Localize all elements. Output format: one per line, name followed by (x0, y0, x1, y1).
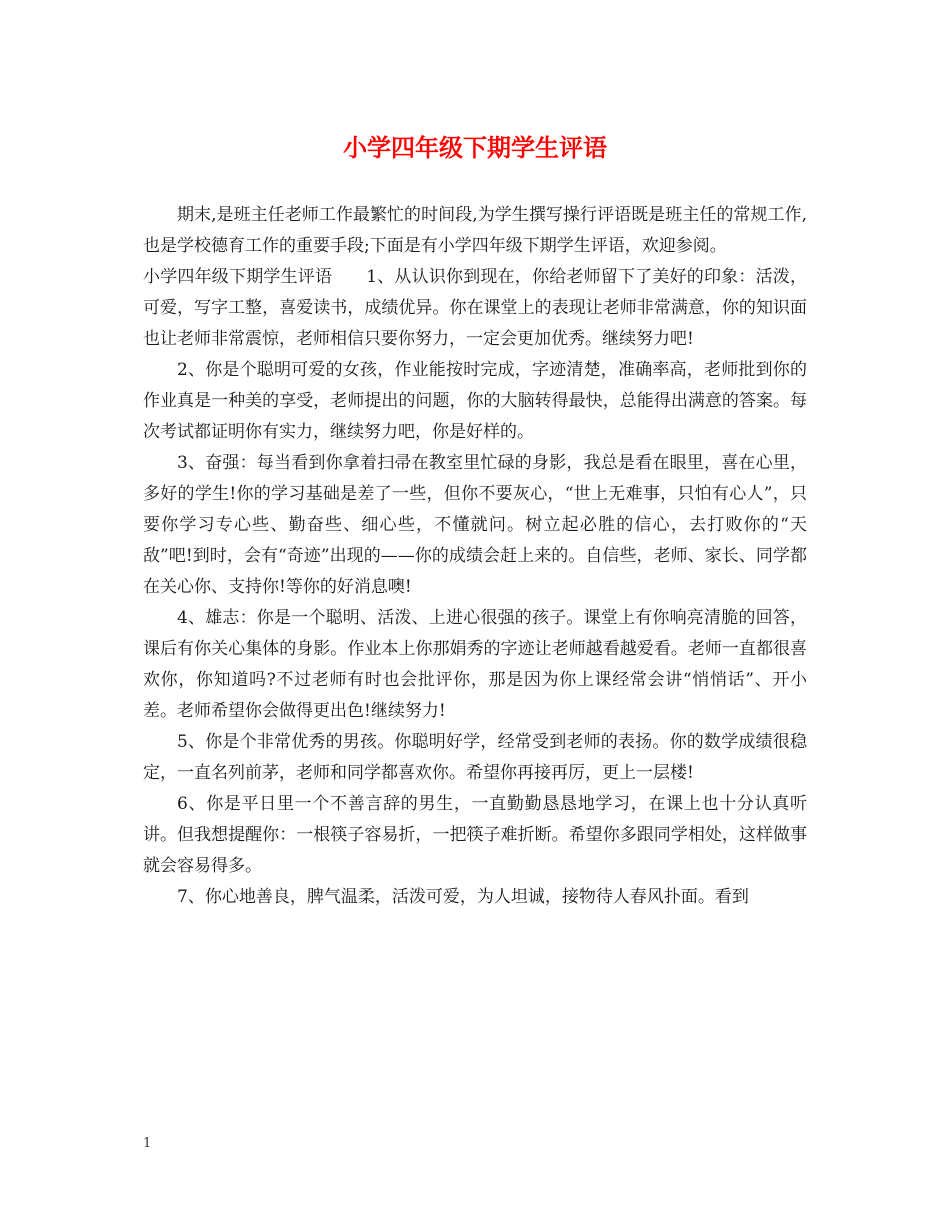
page-number: 1 (143, 1136, 152, 1151)
comment-paragraph-3: 3、奋强：每当看到你拿着扫帚在教室里忙碌的身影，我总是看在眼里，喜在心里，多好的学生!你的学习基础是差了一些，但你不要灰心，“世上无难事，只怕有心人”，只要你学习专心些、勤奋些、细心些，不懂就问。树立起必胜的信心，去打败你的“天敌”吧!到时，会有“奇迹”出现的——你的成绩会赶上来的。自信些，老师、家长、同学都在关心你、支持你!等你的好消息噢! (143, 453, 807, 597)
comment-paragraph-5: 5、你是个非常优秀的男孩。你聪明好学，经常受到老师的表扬。你的数学成绩很稳定，一直名列前茅，老师和同学都喜欢你。希望你再接再厉，更上一层楼! (143, 732, 807, 783)
comment-paragraph-1 (143, 262, 807, 355)
comment-paragraph-4: 4、雄志：你是一个聪明、活泼、上进心很强的孩子。课堂上有你响亮清脆的回答，课后有你关心集体的身影。作业本上你那娟秀的字迹让老师越看越爱看。老师一直都很喜欢你，你知道吗?不过老师有时也会批评你，那是因为你上课经常会讲“悄悄话”、开小差。老师希望你会做得更出色!继续努力! (143, 608, 807, 721)
comment-paragraph-2: 2、你是个聪明可爱的女孩，作业能按时完成，字迹清楚，准确率高，老师批到你的作业真是一种美的享受，老师提出的问题，你的大脑转得最快，总能得出满意的答案。每次考试都证明你有实力，继续努力吧，你是好样的。 (143, 360, 807, 442)
comment-paragraph-6: 6、你是平日里一个不善言辞的男生，一直勤勤恳恳地学习，在课上也十分认真听讲。但我想提醒你：一根筷子容易折，一把筷子难折断。希望你多跟同学相处，这样做事就会容易得多。 (143, 794, 807, 876)
intro-paragraph: 期末,是班主任老师工作最繁忙的时间段,为学生撰写操行评语既是班主任的常规工作,也是学校德育工作的重要手段;下面是有小学四年级下期学生评语，欢迎参阅。 (143, 205, 807, 256)
section-heading: 小学四年级下期学生评语 (143, 267, 333, 287)
comment-paragraph-7: 7、你心地善良，脾气温柔，活泼可爱，为人坦诚，接物待人春风扑面。看到 (177, 887, 749, 907)
comment-1-text: 1、从认识你到现在，你给老师留下了美好的印象：活泼，可爱，写字工整，喜爱读书，成绩优异。你在课堂上的表现让老师非常满意，你的知识面也让老师非常震惊，老师相信只要你努力，一定会更加优秀。继续努力吧! (143, 267, 807, 349)
document-body (143, 200, 807, 913)
document-title: 小学四年级下期学生评语 (343, 133, 607, 162)
